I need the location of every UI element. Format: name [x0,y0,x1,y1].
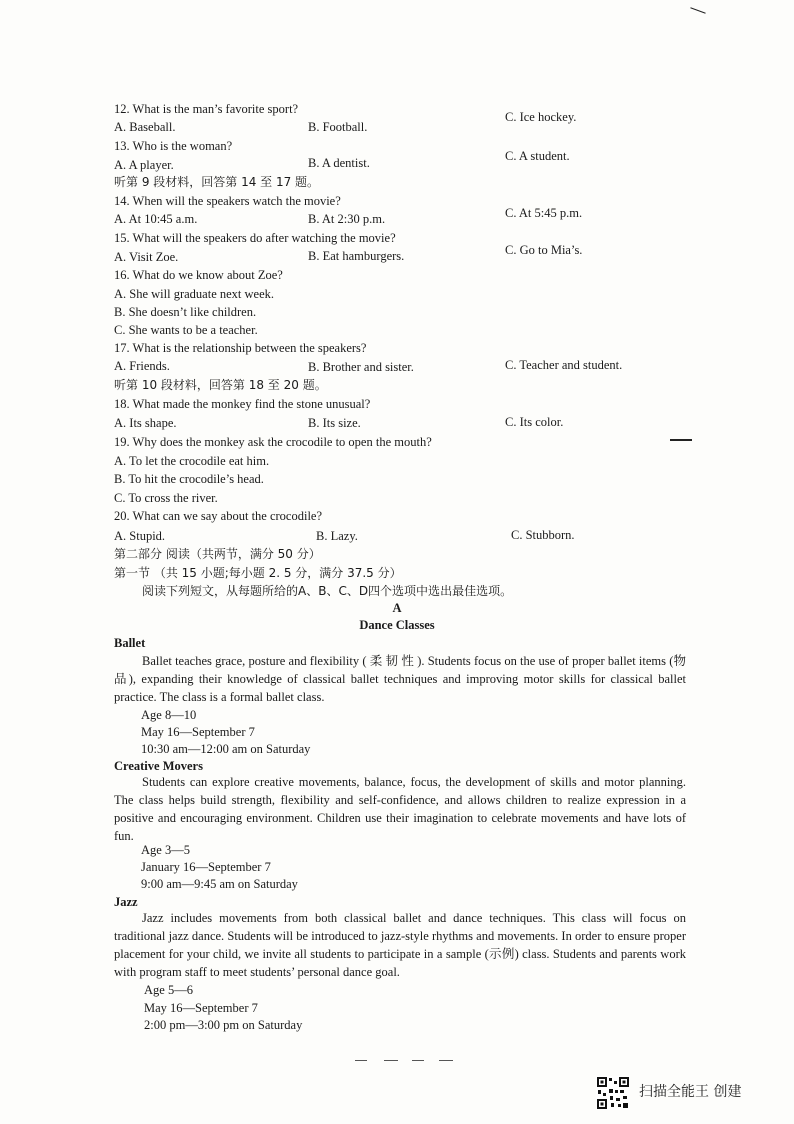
jazz-time: 2:00 pm—3:00 pm on Saturday [144,1018,303,1032]
q18-option-a: A. Its shape. [114,416,177,430]
ballet-heading: Ballet [114,636,146,650]
creative-movers-time: 9:00 am—9:45 am on Saturday [141,877,298,891]
question-12: 12. What is the man’s favorite sport? [114,102,299,116]
q14-option-a: A. At 10:45 a.m. [114,212,198,226]
q19-option-c: C. To cross the river. [114,491,218,505]
qr-code-icon [596,1076,630,1110]
creative-movers-description: Students can explore creative movements, balance, focus, the development of skills and motor planning. The class helps build strength, flexibility and self-confidence, and allows children to realize expression in a positive and encouraging environment. Children use their imagination to celebrate movements and have lots of fun. [114,775,686,843]
ballet-age: Age 8—10 [141,708,197,722]
question-19: 19. Why does the monkey ask the crocodile to open the mouth? [114,435,432,449]
page-number-dash [384,1060,398,1061]
page-number-dash [439,1060,453,1061]
part-two-title: 第二部分 阅读（共两节，满分 50 分） [114,547,321,561]
page-number-dash [412,1060,424,1061]
q12-option-a: A. Baseball. [114,120,176,134]
q15-option-b: B. Eat hamburgers. [308,249,405,263]
jazz-age: Age 5—6 [144,983,193,997]
section-9-instruction: 听第 9 段材料，回答第 14 至 17 题。 [114,175,320,189]
ballet-description: Ballet teaches grace, posture and flexibility ( 柔 韧 性 ). Students focus on the use of proper ballet items (物品), expanding their knowledge of classical ballet techniques and improving motor skills for classical ballet practice. The class is a formal ballet class. [114,654,686,704]
q13-option-a: A. A player. [114,158,174,172]
q15-option-c: C. Go to Mia’s. [505,243,583,257]
jazz-dates: May 16—September 7 [144,1001,258,1015]
q18-option-b: B. Its size. [308,416,361,430]
q14-option-b: B. At 2:30 p.m. [308,212,386,226]
question-20: 20. What can we say about the crocodile? [114,509,323,523]
question-16: 16. What do we know about Zoe? [114,268,283,282]
scan-mark [670,439,692,441]
question-13: 13. Who is the woman? [114,139,233,153]
q17-option-a: A. Friends. [114,359,170,373]
question-18: 18. What made the monkey find the stone unusual? [114,397,371,411]
reading-instruction: 阅读下列短文，从每题所给的A、B、C、D四个选项中选出最佳选项。 [142,584,513,598]
q15-option-a: A. Visit Zoe. [114,250,179,264]
passage-letter: A [392,601,402,615]
creative-movers-age: Age 3—5 [141,843,190,857]
question-15: 15. What will the speakers do after watching the movie? [114,231,396,245]
q13-option-c: C. A student. [505,149,570,163]
ballet-time: 10:30 am—12:00 am on Saturday [141,742,311,756]
jazz-heading: Jazz [114,895,138,909]
q16-option-c: C. She wants to be a teacher. [114,323,258,337]
jazz-description: Jazz includes movements from both classical ballet and dance techniques. This class will focus on traditional jazz dance. Students will be introduced to jazz-style rhythms and movements. In order to ensure proper placement for your child, we invite all students to participate in a sample (示例) class. Students and parents work with program staff to meet students’ personal dance goal. [114,911,686,979]
q12-option-c: C. Ice hockey. [505,110,577,124]
q13-option-b: B. A dentist. [308,156,370,170]
creative-movers-heading: Creative Movers [114,759,203,773]
q16-option-a: A. She will graduate next week. [114,287,275,301]
passage-title: Dance Classes [359,618,435,632]
q14-option-c: C. At 5:45 p.m. [505,206,583,220]
q20-option-b: B. Lazy. [316,529,358,543]
q18-option-c: C. Its color. [505,415,564,429]
question-17: 17. What is the relationship between the speakers? [114,341,367,355]
page-number-dash [355,1060,367,1061]
section-one-title: 第一节 （共 15 小题;每小题 2. 5 分，满分 37.5 分） [114,566,402,580]
q20-option-c: C. Stubborn. [511,528,575,542]
creative-movers-dates: January 16—September 7 [141,860,271,874]
q19-option-a: A. To let the crocodile eat him. [114,454,270,468]
q17-option-b: B. Brother and sister. [308,360,414,374]
scan-mark [690,7,705,13]
scanner-label: 扫描全能王 创建 [639,1084,742,1100]
q17-option-c: C. Teacher and student. [505,358,623,372]
q12-option-b: B. Football. [308,120,368,134]
section-10-instruction: 听第 10 段材料，回答第 18 至 20 题。 [114,378,327,392]
q16-option-b: B. She doesn’t like children. [114,305,257,319]
question-14: 14. When will the speakers watch the movie? [114,194,341,208]
q19-option-b: B. To hit the crocodile’s head. [114,472,264,486]
ballet-dates: May 16—September 7 [141,725,255,739]
q20-option-a: A. Stupid. [114,529,166,543]
